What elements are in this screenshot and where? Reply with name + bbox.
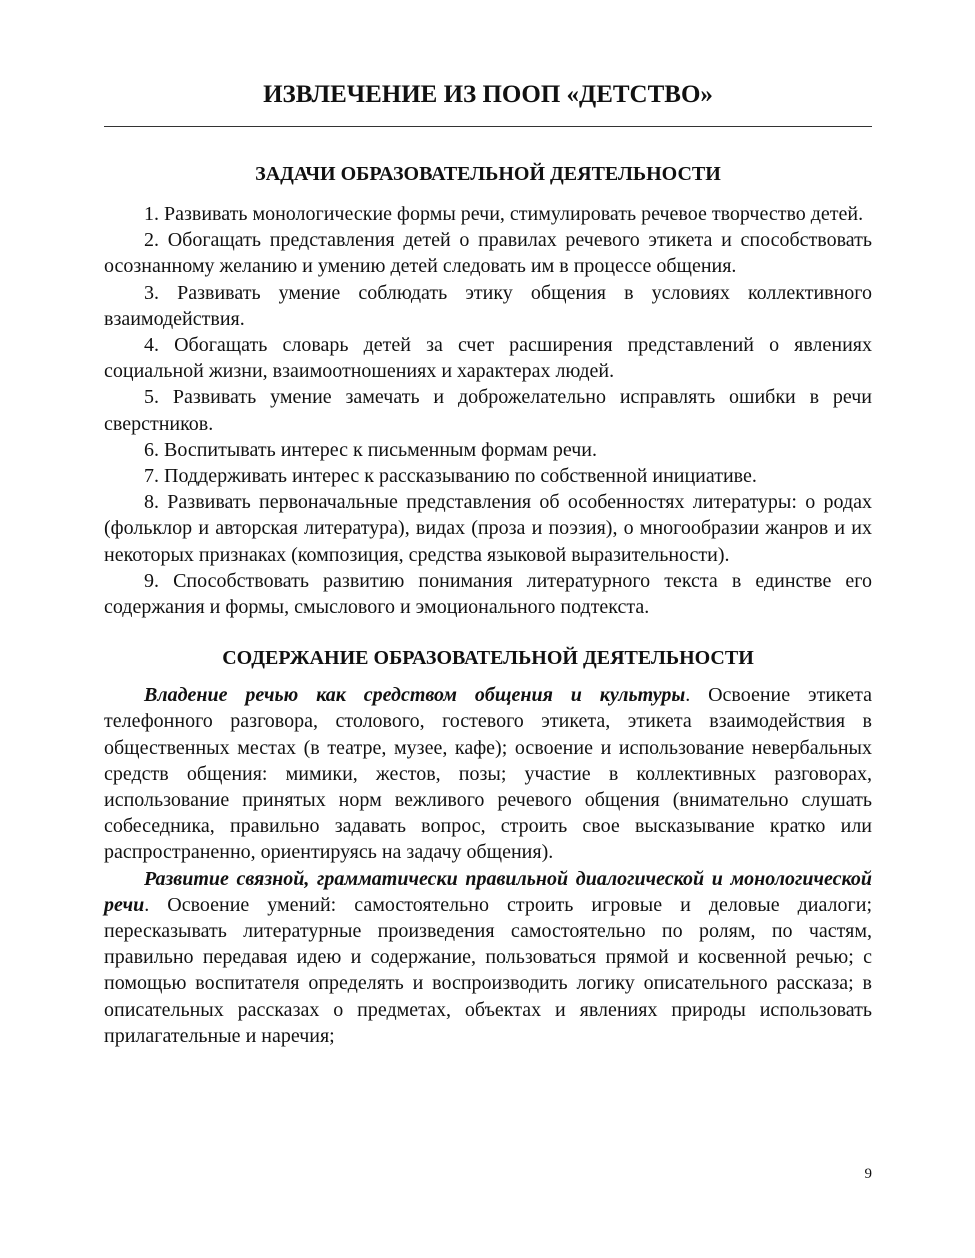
page-number: 9 — [864, 1166, 872, 1182]
task-item: 8. Развивать первоначальные представления об особенностях литературы: о родах (фольклор и авторская литература), видах (проза и поэзия), о многообразии жанров и их некоторых признаках (композиция, средства языковой выразительности). — [104, 491, 872, 566]
task-item: 7. Поддерживать интерес к рассказыванию по собственной инициативе. — [144, 465, 757, 488]
paragraph-lead: Развитие связной, грамматически правильной диалогической и монологической речи — [104, 867, 872, 916]
task-item: 1. Развивать монологические формы речи, стимулировать речевое творчество детей. — [144, 203, 864, 225]
section-heading-content: СОДЕРЖАНИЕ ОБРАЗОВАТЕЛЬНОЙ ДЕЯТЕЛЬНОСТИ — [222, 647, 754, 670]
paragraph-lead: Владение речью как средством общения и культуры — [144, 684, 686, 707]
task-item: 9. Способствовать развитию понимания литературного текста в единстве его содержания и формы, смыслового и эмоционального подтекста. — [104, 569, 872, 619]
section-heading-tasks: ЗАДАЧИ ОБРАЗОВАТЕЛЬНОЙ ДЕЯТЕЛЬНОСТИ — [255, 163, 721, 185]
content-paragraph — [104, 866, 872, 1049]
task-item: 2. Обогащать представления детей о правилах речевого этикета и способствовать осознанному желанию и умению детей следовать им в процессе общения. — [104, 229, 872, 278]
content-paragraph — [104, 682, 872, 865]
task-item: 5. Развивать умение замечать и доброжелательно исправлять ошибки в речи сверстников. — [104, 386, 872, 435]
title-divider — [104, 126, 872, 127]
page-content — [104, 160, 872, 1049]
task-item: 4. Обогащать словарь детей за счет расширения представлений о явлениях социальной жизни, взаимоотношениях и характерах людей. — [104, 334, 872, 383]
page-title: ИЗВЛЕЧЕНИЕ ИЗ ПООП «ДЕТСТВО» — [263, 81, 713, 108]
task-item: 6. Воспитывать интерес к письменным формам речи. — [144, 438, 597, 461]
paragraph-text: . Освоение этикета телефонного разговора, столового, гостевого этикета, этикета взаимодействия в общественных местах (в театре, музее, кафе); освоение и использование невербальных средств общения: мимики, жестов, позы; участие в коллективных разговорах, использование принятых норм вежливого речевого общения (внимательно слушать собеседника, правильно задавать вопрос, строить свое высказывание кратко или распространенно, ориентируясь на задачу общения). — [104, 684, 872, 864]
paragraph-text: . Освоение умений: самостоятельно строить игровые и деловые диалоги; пересказывать литературные произведения самостоятельно по ролям, по частям, правильно передавая идею и содержание, пользоваться прямой и косвенной речью; с помощью воспитателя определять и воспроизводить логику описательного рассказа; в описательных рассказах о предметах, объектах и явлениях природы использовать прилагательные и наречия; — [104, 893, 872, 1047]
task-item: 3. Развивать умение соблюдать этику общения в условиях коллективного взаимодействия. — [104, 281, 872, 330]
